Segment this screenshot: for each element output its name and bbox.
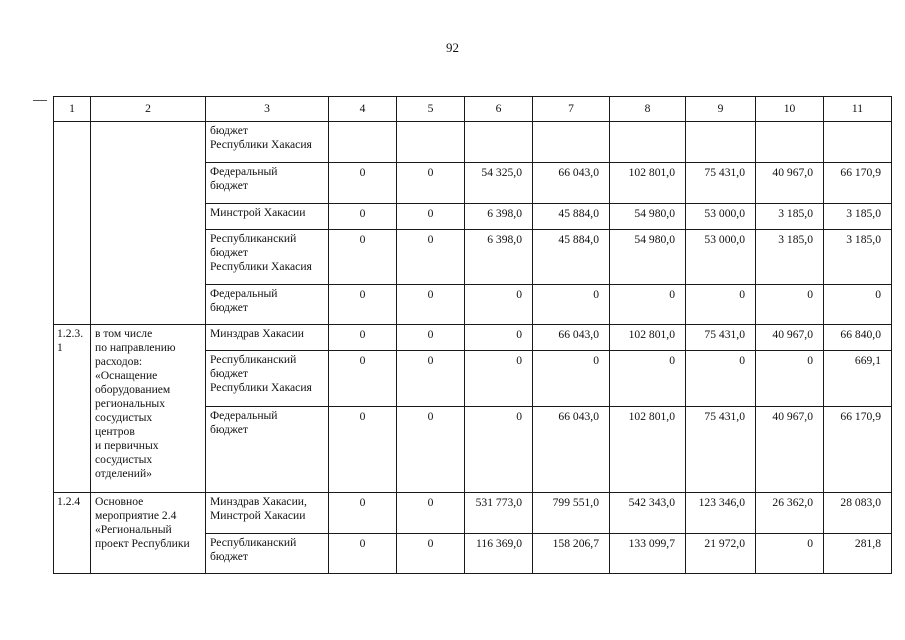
value-cell: 0	[397, 351, 465, 407]
item-description-cell: Основное мероприятие 2.4 «Региональный проект Республики	[91, 493, 206, 574]
value-cell: 75 431,0	[686, 325, 756, 351]
value-cell: 66 170,9	[824, 163, 892, 204]
header-cell: 1	[54, 97, 91, 122]
header-cell: 10	[756, 97, 824, 122]
value-cell: 799 551,0	[533, 493, 610, 534]
header-cell: 2	[91, 97, 206, 122]
value-cell: 53 000,0	[686, 230, 756, 285]
header-cell: 6	[465, 97, 533, 122]
value-cell	[533, 122, 610, 163]
value-cell: 54 325,0	[465, 163, 533, 204]
value-cell: 102 801,0	[610, 325, 686, 351]
value-cell: 0	[756, 285, 824, 325]
value-cell: 0	[756, 351, 824, 407]
header-cell: 11	[824, 97, 892, 122]
value-cell: 66 043,0	[533, 325, 610, 351]
value-cell: 3 185,0	[756, 204, 824, 230]
value-cell	[465, 122, 533, 163]
value-cell: 102 801,0	[610, 163, 686, 204]
value-cell: 0	[329, 230, 397, 285]
value-cell: 0	[610, 285, 686, 325]
value-cell: 0	[465, 285, 533, 325]
value-cell: 102 801,0	[610, 407, 686, 493]
value-cell: 3 185,0	[824, 230, 892, 285]
value-cell: 0	[329, 325, 397, 351]
value-cell: 45 884,0	[533, 230, 610, 285]
value-cell: 0	[397, 163, 465, 204]
funding-source-cell: Минздрав Хакасии	[206, 325, 329, 351]
value-cell: 0	[533, 285, 610, 325]
value-cell: 66 170,9	[824, 407, 892, 493]
value-cell: 40 967,0	[756, 407, 824, 493]
header-cell: 8	[610, 97, 686, 122]
item-code-cell	[54, 122, 91, 325]
value-cell: 0	[329, 285, 397, 325]
funding-source-cell: бюджет Республики Хакасия	[206, 122, 329, 163]
value-cell: 0	[465, 325, 533, 351]
value-cell: 0	[756, 534, 824, 574]
value-cell: 28 083,0	[824, 493, 892, 534]
value-cell: 0	[397, 534, 465, 574]
header-cell: 3	[206, 97, 329, 122]
value-cell	[610, 122, 686, 163]
value-cell: 45 884,0	[533, 204, 610, 230]
value-cell: 6 398,0	[465, 230, 533, 285]
value-cell: 0	[329, 204, 397, 230]
header-cell: 7	[533, 97, 610, 122]
value-cell: 0	[397, 285, 465, 325]
value-cell: 53 000,0	[686, 204, 756, 230]
table-row	[54, 325, 892, 351]
page-number: 92	[446, 40, 459, 55]
value-cell: 75 431,0	[686, 407, 756, 493]
funding-source-cell: Федеральный бюджет	[206, 407, 329, 493]
value-cell: 6 398,0	[465, 204, 533, 230]
margin-mark	[33, 100, 47, 101]
value-cell: 0	[329, 163, 397, 204]
value-cell: 26 362,0	[756, 493, 824, 534]
value-cell: 0	[329, 407, 397, 493]
value-cell	[686, 122, 756, 163]
value-cell: 0	[397, 230, 465, 285]
header-cell: 5	[397, 97, 465, 122]
value-cell: 66 043,0	[533, 407, 610, 493]
value-cell: 542 343,0	[610, 493, 686, 534]
value-cell: 0	[397, 204, 465, 230]
value-cell: 21 972,0	[686, 534, 756, 574]
value-cell: 531 773,0	[465, 493, 533, 534]
value-cell: 0	[329, 534, 397, 574]
value-cell: 281,8	[824, 534, 892, 574]
value-cell	[824, 122, 892, 163]
value-cell: 0	[329, 351, 397, 407]
value-cell: 116 369,0	[465, 534, 533, 574]
value-cell	[756, 122, 824, 163]
value-cell: 0	[397, 407, 465, 493]
value-cell	[329, 122, 397, 163]
value-cell: 133 099,7	[610, 534, 686, 574]
item-description-cell: в том числе по направлению расходов: «Оснащение оборудованием региональных сосудистых центров и первичных сосудистых отделений»	[91, 325, 206, 493]
value-cell: 158 206,7	[533, 534, 610, 574]
value-cell	[397, 122, 465, 163]
item-code-cell: 1.2.3. 1	[54, 325, 91, 493]
header-cell: 9	[686, 97, 756, 122]
funding-source-cell: Республиканский бюджет	[206, 534, 329, 574]
value-cell: 0	[397, 325, 465, 351]
item-description-cell	[91, 122, 206, 325]
funding-source-cell: Минстрой Хакасии	[206, 204, 329, 230]
funding-source-cell: Республиканский бюджет Республики Хакасия	[206, 230, 329, 285]
table-row	[54, 493, 892, 534]
funding-source-cell: Минздрав Хакасии, Минстрой Хакасии	[206, 493, 329, 534]
value-cell: 3 185,0	[756, 230, 824, 285]
value-cell: 0	[824, 285, 892, 325]
value-cell: 75 431,0	[686, 163, 756, 204]
value-cell: 669,1	[824, 351, 892, 407]
budget-table	[53, 96, 892, 574]
value-cell: 40 967,0	[756, 325, 824, 351]
header-cell: 4	[329, 97, 397, 122]
value-cell: 0	[465, 407, 533, 493]
value-cell: 0	[686, 351, 756, 407]
value-cell: 0	[533, 351, 610, 407]
table-header-row	[54, 97, 892, 122]
item-code-cell: 1.2.4	[54, 493, 91, 574]
funding-source-cell: Федеральный бюджет	[206, 163, 329, 204]
funding-source-cell: Республиканский бюджет Республики Хакасия	[206, 351, 329, 407]
value-cell: 54 980,0	[610, 204, 686, 230]
value-cell: 0	[397, 493, 465, 534]
table-row	[54, 122, 892, 163]
value-cell: 0	[329, 493, 397, 534]
funding-source-cell: Федеральный бюджет	[206, 285, 329, 325]
value-cell: 0	[465, 351, 533, 407]
value-cell: 40 967,0	[756, 163, 824, 204]
value-cell: 54 980,0	[610, 230, 686, 285]
value-cell: 0	[686, 285, 756, 325]
value-cell: 66 840,0	[824, 325, 892, 351]
value-cell: 66 043,0	[533, 163, 610, 204]
value-cell: 0	[610, 351, 686, 407]
value-cell: 3 185,0	[824, 204, 892, 230]
value-cell: 123 346,0	[686, 493, 756, 534]
